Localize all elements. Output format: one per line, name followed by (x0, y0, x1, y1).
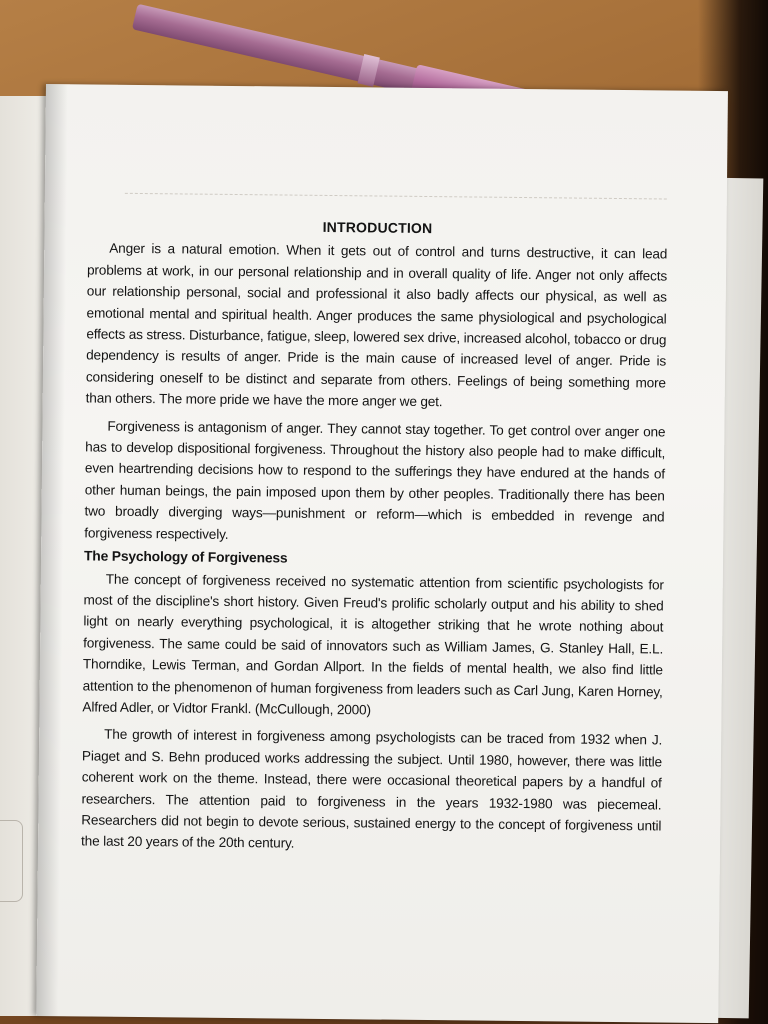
page-body (81, 214, 668, 858)
paragraph-growth: The growth of interest in forgiveness among psychologists can be traced from 1932 when J. Piaget and S. Behn produced works addressing the subject. Until 1980, however, there was little coherent work on the theme. Instead, there were occasional theoretical papers by a handful of researchers. The attention paid to forgiveness in the years 1932-1980 was piecemeal. Researchers did not begin to devote serious, sustained energy to the concept of forgiveness until the last 20 years of the 20th century. (80, 726, 663, 852)
document-page (36, 84, 728, 1023)
left-page-tab (0, 820, 23, 902)
paragraph-concept: The concept of forgiveness received no systematic attention from scientific psychologists for most of the discipline's short history. Given Freud's prolific scholarly output and his ability to shed light on nearly everything psychological, it is altogether striking that he wrote nothing about forgiveness. The same could be said of innovators such as William James, G. Stanley Hall, E.L. Thorndike, Lewis Terman, and Gordan Allport. In the fields of mental health, we also find little attention to the phenomenon of human forgiveness from leaders such as Carl Jung, Karen Horney, Alfred Adler, or Vidtor Frankl. (McCullough, 2000) (82, 571, 664, 718)
paragraph-anger: Anger is a natural emotion. When it gets out of control and turns destructive, it can lead problems at work, in our personal relationship and in overall quality of life. Anger not only affects our relationship personal, social and professional it also badly affects our physical, as well as emotional mental and spiritual health. Anger produces the same physiological and psychological effects as stress. Disturbance, fatigue, sleep, lowered sex drive, increased alcohol, tobacco or drug dependency is results of anger. Pride is the main cause of increased level of anger. Pride is considering oneself to be distinct and separate from others. Feelings of being something more than others. The more pride we have the more anger we get. (85, 241, 668, 410)
page-title: INTRODUCTION (322, 218, 433, 237)
paragraph-forgiveness: Forgiveness is antagonism of anger. They cannot stay together. To get control over anger one has to develop dispositional forgiveness. Throughout the history also people had to make difficult, even heartrending decisions how to respond to the sufferings they have endured at the hands of other human beings, the pain imposed upon them by other peoples. Traditionally there has been two broadly diverging ways—punishment or reform—which is embedded in revenge and forgiveness respectively. (84, 418, 666, 542)
header-rule (125, 193, 667, 200)
section-heading: The Psychology of Forgiveness (83, 548, 288, 566)
